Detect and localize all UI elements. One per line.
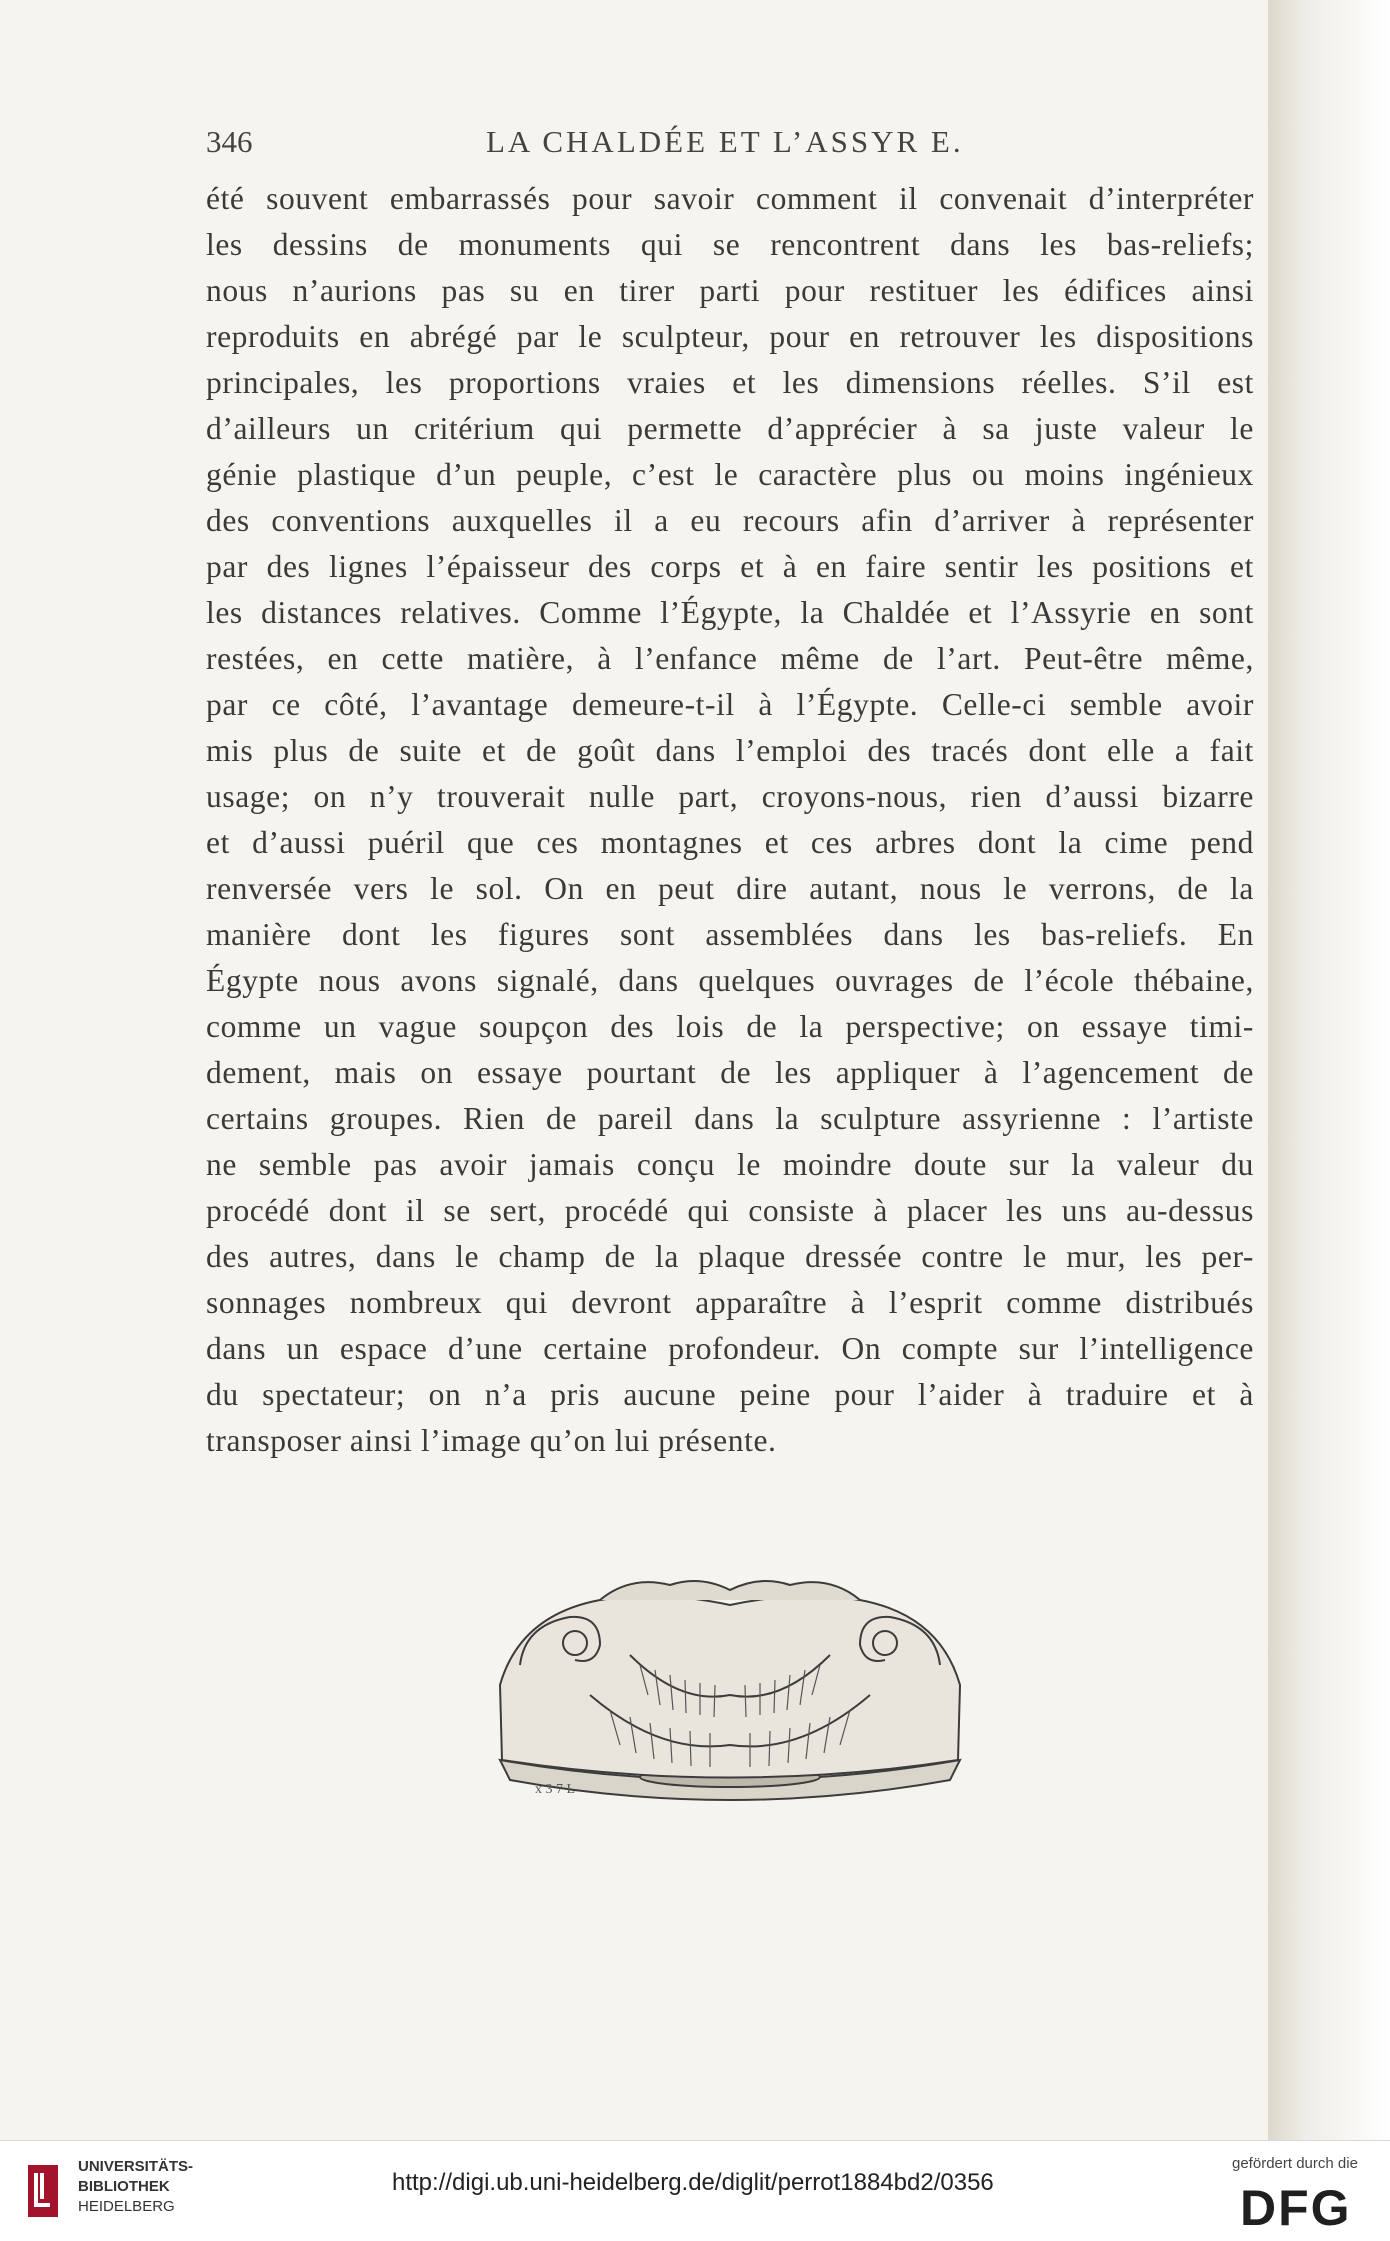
library-logo-icon — [26, 2161, 66, 2221]
text-line: comme un vague soupçon des lois de la perspective; on essaye timi- — [206, 1009, 1254, 1044]
footer-bar — [0, 2140, 1390, 2241]
library-line-3: HEIDELBERG — [78, 2198, 175, 2215]
page-header — [206, 124, 1268, 164]
funder-label: gefördert durch die — [1232, 2155, 1358, 2172]
text-line: dement, mais on essaye pourtant de les appliquer à l’agencement de — [206, 1055, 1254, 1090]
text-line: dans un espace d’une certaine profondeur. On compte sur l’intelligence — [206, 1331, 1254, 1366]
text-line: principales, les proportions vraies et les dimensions réelles. S’il est — [206, 365, 1254, 400]
text-line: ne semble pas avoir jamais conçu le moindre doute sur la valeur du — [206, 1147, 1254, 1182]
assyrian-relief-illustration — [480, 1545, 980, 1815]
text-line: sonnages nombreux qui devront apparaître à l’esprit comme distribués — [206, 1285, 1254, 1320]
text-line: renversée vers le sol. On en peut dire autant, nous le verrons, de la — [206, 871, 1254, 906]
text-line: les dessins de monuments qui se rencontrent dans les bas-reliefs; — [206, 227, 1254, 262]
text-line: par ce côté, l’avantage demeure-t-il à l’Égypte. Celle-ci semble avoir — [206, 687, 1254, 722]
text-line: manière dont les figures sont assemblées dans les bas-reliefs. En — [206, 917, 1254, 952]
text-line: reproduits en abrégé par le sculpteur, pour en retrouver les dispositions — [206, 319, 1254, 354]
text-line: par des lignes l’épaisseur des corps et à en faire sentir les positions et — [206, 549, 1254, 584]
page-number: 346 — [206, 124, 253, 159]
text-line: d’ailleurs un critérium qui permette d’apprécier à sa juste valeur le — [206, 411, 1254, 446]
text-line: usage; on n’y trouverait nulle part, croyons-nous, rien d’aussi bizarre — [206, 779, 1254, 814]
text-line: des autres, dans le champ de la plaque dressée contre le mur, les per- — [206, 1239, 1254, 1274]
body-text — [206, 176, 1254, 1464]
text-line: restées, en cette matière, à l’enfance même de l’art. Peut-être même, — [206, 641, 1254, 676]
text-line: des conventions auxquelles il a eu recours afin d’arriver à représenter — [206, 503, 1254, 538]
text-line: mis plus de suite et de goût dans l’emploi des tracés dont elle a fait — [206, 733, 1254, 768]
text-line: et d’aussi puéril que ces montagnes et ces arbres dont la cime pend — [206, 825, 1254, 860]
dfg-logo: DFG — [1240, 2180, 1352, 2236]
text-line: nous n’aurions pas su en tirer parti pour restituer les édifices ainsi — [206, 273, 1254, 308]
text-line: certains groupes. Rien de pareil dans la sculpture assyrienne : l’artiste — [206, 1101, 1254, 1136]
permalink-url[interactable]: http://digi.ub.uni-heidelberg.de/diglit/perrot1884bd2/0356 — [392, 2169, 994, 2196]
text-line: génie plastique d’un peuple, c’est le caractère plus ou moins ingénieux — [206, 457, 1254, 492]
page-edge — [1268, 0, 1390, 2240]
library-name — [78, 2157, 193, 2217]
text-line: du spectateur; on n’a pris aucune peine pour l’aider à traduire et à — [206, 1377, 1254, 1412]
library-line-1: UNIVERSITÄTS- — [78, 2158, 194, 2175]
text-line: Égypte nous avons signalé, dans quelques ouvrages de l’école thébaine, — [206, 963, 1254, 998]
figure-mark: x 3 7 L — [535, 1782, 576, 1797]
running-title: LA CHALDÉE ET L’ASSYR E. — [486, 124, 964, 159]
text-line: été souvent embarrassés pour savoir comment il convenait d’interpréter — [206, 181, 1254, 216]
text-line: procédé dont il se sert, procédé qui consiste à placer les uns au-dessus — [206, 1193, 1254, 1228]
library-line-2: BIBLIOTHEK — [78, 2178, 170, 2195]
text-line: transposer ainsi l’image qu’on lui présente. — [206, 1423, 777, 1458]
text-line: les distances relatives. Comme l’Égypte, la Chaldée et l’Assyrie en sont — [206, 595, 1254, 630]
